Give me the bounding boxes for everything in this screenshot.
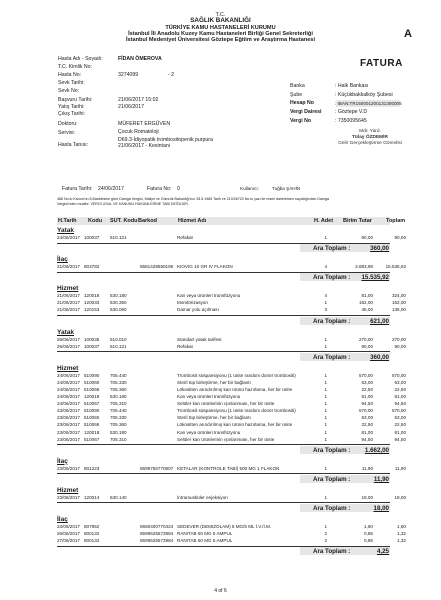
row-service-name: RANITAB 50 MG 5 AMPUL xyxy=(177,531,233,536)
row-unit-price: 63,00 xyxy=(361,379,373,385)
page-letter: A xyxy=(404,28,412,40)
section-title: Yatak xyxy=(57,227,74,234)
row-code: 510066 xyxy=(84,386,100,392)
table-row xyxy=(57,264,406,271)
row-quantity: 2 xyxy=(324,538,327,544)
row-total: 81,00 xyxy=(394,429,406,435)
page-number: 4 of 6 xyxy=(214,588,227,594)
row-total: 18,00 xyxy=(394,494,406,500)
row-quantity: 1 xyxy=(324,523,327,529)
row-sut: 530.180 xyxy=(110,293,127,299)
row-date: 23/06/2017 xyxy=(57,465,80,471)
row-unit-price: 45,00 xyxy=(361,307,373,313)
diagnosis-value: D69.3-İdiyopatik trombositopenik purpura xyxy=(118,137,213,143)
table-row xyxy=(57,538,406,545)
protocol-suffix: - 2 xyxy=(168,72,175,78)
row-code: 807952 xyxy=(84,523,100,529)
tax-no-value: : 7350095645 xyxy=(335,118,367,124)
row-quantity: 4 xyxy=(324,264,327,270)
row-code: 510090 xyxy=(84,408,100,414)
table-row xyxy=(57,465,406,473)
row-total: 1,32 xyxy=(397,531,406,536)
row-quantity: 1 xyxy=(324,336,327,342)
row-code: 120018 xyxy=(84,293,100,299)
column-header-bar xyxy=(57,217,390,225)
row-total: 270,00 xyxy=(391,336,406,342)
row-quantity: 1 xyxy=(324,429,327,435)
section-title: İlaç xyxy=(57,457,68,465)
row-date: 24/06/2017 xyxy=(57,386,80,392)
service-value: Çocuk Romatoloji xyxy=(118,129,159,135)
subtotal-value: 18,00 xyxy=(373,504,389,512)
row-barcode: 8699525573984 xyxy=(140,538,174,544)
protocol-value: 3274099 xyxy=(118,72,139,78)
col-service-name: Hizmet Adı xyxy=(178,218,207,224)
subtotal-value: 4,25 xyxy=(376,548,389,556)
tax-no-label: Vergi No xyxy=(290,118,312,124)
table-row xyxy=(57,523,406,531)
subtotal-value: 1.662,00 xyxy=(364,446,389,454)
row-quantity: 1 xyxy=(324,401,327,407)
row-quantity: 1 xyxy=(324,343,327,349)
row-code: 510067 xyxy=(84,436,100,442)
sevk-date-label: Sevk Tarihi: xyxy=(58,80,85,86)
row-sut: 705.330 xyxy=(110,415,127,421)
subtotal-label: Ara Toplam : xyxy=(313,317,351,325)
row-total: 22,50 xyxy=(394,386,406,392)
row-date: 21/06/2017 xyxy=(57,264,80,270)
row-sut: 510.121 xyxy=(110,343,127,349)
row-sut: 705.330 xyxy=(110,379,127,385)
row-date: 24/06/2017 xyxy=(57,394,80,399)
row-code: 510060 xyxy=(84,379,100,385)
row-date: 23/06/2017 xyxy=(57,494,80,500)
invoice-date-label: Fatura Tarihi: xyxy=(62,186,93,192)
row-total: 90,00 xyxy=(394,235,406,240)
row-code: 120018 xyxy=(84,429,100,435)
row-code: 100037 xyxy=(84,343,100,349)
row-quantity: 1 xyxy=(324,300,327,306)
table-row xyxy=(57,415,406,422)
row-date: 23/06/2017 xyxy=(57,422,80,428)
row-code: 800132 xyxy=(84,531,100,536)
row-unit-price: 81,00 xyxy=(361,293,373,299)
table-row xyxy=(57,372,406,380)
row-quantity: 1 xyxy=(324,386,327,392)
row-date: 23/06/2017 xyxy=(57,523,80,529)
discharge-date-label: Çıkış Tarihi: xyxy=(58,111,85,117)
row-quantity: 1 xyxy=(324,372,327,378)
application-date-value: 21/06/2017 15:02 xyxy=(118,97,159,103)
row-unit-price: 0,86 xyxy=(364,531,373,536)
row-service-name: Lökositten arındırılmış kan ürünü hazırlama, her bir ünite xyxy=(177,422,293,428)
table-row xyxy=(57,300,406,307)
row-unit-price: 63,00 xyxy=(361,415,373,421)
bank-label: Banka xyxy=(290,83,305,89)
section-title: Hizmet xyxy=(57,364,79,372)
section-title: İlaç xyxy=(57,515,68,523)
row-total: 11,90 xyxy=(394,465,406,471)
table-row xyxy=(57,494,406,502)
subtotal-label: Ara Toplam : xyxy=(313,353,351,361)
row-total: 1,32 xyxy=(397,538,406,544)
section-title: İlaç xyxy=(57,256,68,264)
patient-name-label: Hasta Adı - Soyadı: xyxy=(58,56,103,62)
row-code: 510060 xyxy=(84,415,100,421)
row-date: 23/06/2017 xyxy=(57,436,80,442)
row-sut: 705.440 xyxy=(110,372,127,378)
row-quantity: 1 xyxy=(324,415,327,421)
row-code: 120018 xyxy=(84,394,100,399)
row-total: 94,50 xyxy=(394,436,406,442)
row-sut: 530.060 xyxy=(110,307,127,313)
row-sut: 510.121 xyxy=(110,235,127,240)
subtotal-value: 11,90 xyxy=(373,475,389,483)
table-row xyxy=(57,336,406,344)
tc-label: T.C. Kimlik No: xyxy=(58,64,93,70)
row-sut: 705.440 xyxy=(110,408,127,414)
row-date: 24/06/2017 xyxy=(57,235,80,240)
row-barcode: 8699525573984 xyxy=(140,531,174,536)
subtotal-label: Ara Toplam : xyxy=(313,548,351,556)
row-total: 94,50 xyxy=(394,401,406,407)
admission-date-label: Yatış Tarihi: xyxy=(58,104,85,110)
row-service-name: SEDEVER (DEMIZOLAM) 5 MG/5 ML İ.V./İ.M. xyxy=(177,523,272,529)
row-unit-price: 90,00 xyxy=(361,343,373,349)
row-quantity: 1 xyxy=(324,494,327,500)
document-title: FATURA xyxy=(360,58,403,69)
header-tc: T.C. xyxy=(215,12,226,18)
row-quantity: 1 xyxy=(324,394,327,399)
row-code: 100037 xyxy=(84,235,100,240)
header-union: İstanbul İli Anadolu Kuzey Kamu Hastaneleri Birliği Genel Sekreterliği xyxy=(128,31,313,37)
application-date-label: Başvuru Tarihi: xyxy=(58,97,93,103)
row-unit-price: 162,00 xyxy=(358,300,373,306)
row-date: 26/06/2017 xyxy=(57,343,80,349)
col-sut: SUT. Kodu xyxy=(110,218,138,224)
invoice-no-label: Fatura No: xyxy=(147,186,172,192)
branch-value: : Küçükbakkalköy Şubesi xyxy=(335,92,393,98)
row-service-name: Selüler kan ürünlerinin ışınlanması, her bir ünite xyxy=(177,401,275,407)
row-sut: 705.310 xyxy=(110,401,127,407)
row-unit-price: 1,60 xyxy=(364,523,373,529)
row-quantity: 1 xyxy=(324,436,327,442)
table-row xyxy=(57,394,406,401)
legal-note-1: 488 No.lu Kanun'un 8.Maddesine göre Damga Vergisi, Maliye ve Gümrük Bakanlığı'nın 28.5.1985 Tarih ve 210/26720 No.lu yazı ile resmi dairelerden sayıldığından Damga xyxy=(57,197,329,201)
invoice-no-value: 0 xyxy=(177,186,180,192)
row-total: 570,00 xyxy=(391,408,406,414)
row-quantity: 1 xyxy=(324,379,327,385)
header-ministry: SAĞLIK BAKANLIĞI xyxy=(190,17,251,24)
row-code: 801223 xyxy=(84,465,100,471)
row-date: 24/06/2017 xyxy=(57,372,80,378)
doctor-label: Doktoru: xyxy=(58,121,78,127)
subtotal-label: Ara Toplam : xyxy=(313,274,351,282)
row-total: 570,00 xyxy=(391,372,406,378)
table-row xyxy=(57,386,406,394)
account-value: : IBAN:TR150001200131300005 xyxy=(335,101,402,106)
col-barcode: Barkod xyxy=(138,218,157,224)
row-service-name: Kan veya ürünleri transfüzyonu xyxy=(177,394,241,399)
user-value: Tuğba ŞAHİN xyxy=(272,186,301,191)
row-barcode: 8699756770807 xyxy=(140,465,174,471)
section-title: Yatak xyxy=(57,328,74,336)
tax-office-label: Vergi Dairesi xyxy=(290,109,322,115)
legal-note-2: Vergisi'nden muaftır. VERGİ USUL VE KANUNU HÜKÜMLERİNE TABİ DEĞİLDİR. xyxy=(57,202,189,206)
row-date: 24/06/2017 xyxy=(57,401,80,407)
col-unit-price: Birim Tutar xyxy=(343,218,372,224)
row-service-name: Kan veya ürünleri transfüzyonu xyxy=(177,293,241,299)
row-quantity: 1 xyxy=(324,465,327,471)
row-date: 21/06/2017 xyxy=(57,300,80,306)
patient-name-value: FİDAN ÖMEROVA xyxy=(118,56,162,62)
row-date: 21/06/2017 xyxy=(57,293,80,299)
table-row xyxy=(57,422,406,429)
row-code: 120153 xyxy=(84,307,100,313)
row-sut: 705.360 xyxy=(110,386,127,392)
row-service-name: Monitörizasyon xyxy=(177,300,208,306)
row-unit-price: 0,86 xyxy=(364,538,373,544)
user-label: Kullanıcı: xyxy=(240,186,259,191)
col-date: H.Tarih xyxy=(58,218,77,224)
table-row xyxy=(57,235,406,242)
row-service-name: Steril tüp birleştirme, her bir bağlantı xyxy=(177,415,251,421)
row-total: 135,00 xyxy=(391,307,406,313)
row-unit-price: 270,00 xyxy=(358,336,373,342)
subtotal-value: 15.535,92 xyxy=(361,274,389,282)
row-code: 803782 xyxy=(84,264,100,270)
subtotal-label: Ara Toplam : xyxy=(313,504,351,512)
invoice-date-value: 24/06/2017 xyxy=(98,186,124,192)
row-service-name: Trombosit süspansiyonu (1 ünite random donör trombositi) xyxy=(177,372,296,378)
diagnosis-label: Hasta Tanısı: xyxy=(58,142,89,148)
table-row xyxy=(57,408,406,415)
row-date: 23/06/2017 xyxy=(57,415,80,421)
row-unit-price: 22,50 xyxy=(361,386,373,392)
row-quantity: 1 xyxy=(324,408,327,414)
table-row xyxy=(57,307,406,314)
row-date: 24/06/2017 xyxy=(57,379,80,385)
row-barcode: 8680400770424 xyxy=(140,523,174,529)
bank-value: : Halk Bankası xyxy=(335,83,369,89)
row-service-name: RANITAB 50 MG 5 AMPUL xyxy=(177,538,233,544)
row-quantity: 1 xyxy=(324,235,327,240)
row-sut: 510.010 xyxy=(110,336,127,342)
table-row xyxy=(57,401,406,408)
subtotal-label: Ara Toplam : xyxy=(313,475,351,483)
row-date: 27/06/2017 xyxy=(57,538,80,544)
row-quantity: 4 xyxy=(324,293,327,299)
row-total: 324,00 xyxy=(391,293,406,299)
header-institution: TÜRKİYE KAMU HASTANELERİ KURUMU xyxy=(165,25,276,31)
row-total: 63,00 xyxy=(394,415,406,421)
row-service-name: KIOVIG 10 GR IV FLAKON xyxy=(177,264,233,270)
row-total: 22,50 xyxy=(394,422,406,428)
row-sut: 530.350 xyxy=(110,300,127,306)
table-row xyxy=(57,293,406,300)
row-service-name: Steril tüp birleştirme, her bir bağlantı xyxy=(177,379,251,385)
table-row xyxy=(57,436,406,444)
row-sut: 705.360 xyxy=(110,422,127,428)
row-service-name: Damar yolu açılması xyxy=(177,307,219,313)
row-total: 15.535,92 xyxy=(385,264,406,270)
col-quantity: H. Adet xyxy=(314,218,334,224)
row-service-name: Kan veya ürünleri transfüzyonu xyxy=(177,429,241,435)
row-sut: 530.140 xyxy=(110,494,127,500)
service-label: Servisi: xyxy=(58,130,76,136)
protocol-label: Hasta No: xyxy=(58,72,82,78)
row-total: 90,00 xyxy=(394,343,406,349)
branch-label: Şube xyxy=(290,92,303,98)
tax-office-value: : Göztepe V.D xyxy=(335,109,368,115)
col-total: Toplam xyxy=(386,218,406,224)
section-title: Hizmet xyxy=(57,285,79,293)
row-unit-price: 94,50 xyxy=(361,436,373,442)
row-code: 120014 xyxy=(84,494,100,500)
row-total: 162,00 xyxy=(391,300,406,306)
row-sut: 530.180 xyxy=(110,394,127,399)
row-unit-price: 90,00 xyxy=(361,235,373,240)
row-code: 100036 xyxy=(84,336,100,342)
row-total: 63,00 xyxy=(394,379,406,385)
row-code: 800132 xyxy=(84,538,100,544)
subtotal-value: 621,00 xyxy=(370,317,389,325)
row-service-name: Refakat xyxy=(177,235,193,240)
row-barcode: 8681429550196 xyxy=(140,264,174,270)
row-unit-price: 11,90 xyxy=(361,465,373,471)
subtotal-value: 360,00 xyxy=(370,353,389,361)
section-title: Hizmet xyxy=(57,486,79,494)
row-date: 26/06/2017 xyxy=(57,531,80,536)
row-unit-price: 22,50 xyxy=(361,422,373,428)
row-total: 81,00 xyxy=(394,394,406,399)
row-code: 510090 xyxy=(84,372,100,378)
row-date: 21/06/2017 xyxy=(57,307,80,313)
row-date: 26/06/2017 xyxy=(57,336,80,342)
diagnosis-date: 21/06/2017 - Kesintani xyxy=(118,143,170,149)
col-code: Kodu xyxy=(88,218,103,224)
row-unit-price: 570,00 xyxy=(358,372,373,378)
doctor-value: MÜFERET ERGÜVEN xyxy=(118,121,171,127)
row-service-name: İntramusküler enjeksiyon xyxy=(177,494,228,500)
table-row xyxy=(57,379,406,387)
header-hospital: İstanbul Medeniyet Üniversitesi Göztepe Eğitim ve Araştırma Hastanesi xyxy=(125,37,316,43)
row-quantity: 3 xyxy=(324,307,327,313)
row-service-name: Trombosit süspansiyonu (1 ünite random donör trombositi) xyxy=(177,408,296,414)
row-unit-price: 18,00 xyxy=(361,494,373,500)
signature-name: Tülay ÖZDEMİR xyxy=(352,135,388,140)
row-code: 510066 xyxy=(84,422,100,428)
row-unit-price: 94,50 xyxy=(361,401,373,407)
signature-role: Gelir Gerçekleştirme Görevlisi xyxy=(338,141,402,146)
subtotal-value: 360,00 xyxy=(370,245,389,253)
row-service-name: Selüler kan ürünlerinin ışınlanması, her bir ünite xyxy=(177,436,275,442)
row-service-name: Refakat xyxy=(177,343,193,349)
table-row xyxy=(57,429,406,437)
row-code: 510067 xyxy=(84,401,100,407)
sevk-no-label: Sevk No: xyxy=(58,88,80,94)
row-total: 1,60 xyxy=(397,523,406,529)
table-row xyxy=(57,531,406,538)
table-row xyxy=(57,343,406,351)
row-service-name: KETALAR (KONTROLE TABİ) 500 MG 1 FLAKON xyxy=(177,465,280,471)
row-unit-price: 81,00 xyxy=(361,394,373,399)
row-unit-price: 3.883,98 xyxy=(355,264,373,270)
row-date: 23/06/2017 xyxy=(57,429,80,435)
row-service-name: Standart yatak tarifesi xyxy=(177,336,222,342)
row-code: 120033 xyxy=(84,300,100,306)
row-service-name: Lökositten arındırılmış kan ürünü hazırlama, her bir ünite xyxy=(177,386,293,392)
subtotal-label: Ara Toplam : xyxy=(313,446,351,454)
subtotal-label: Ara Toplam : xyxy=(313,245,351,253)
row-unit-price: 570,00 xyxy=(358,408,373,414)
row-sut: 530.180 xyxy=(110,429,127,435)
row-quantity: 1 xyxy=(324,422,327,428)
row-unit-price: 81,00 xyxy=(361,429,373,435)
row-quantity: 2 xyxy=(324,531,327,536)
signature-title: Mdr. Yard. xyxy=(359,129,381,134)
row-date: 23/06/2017 xyxy=(57,408,80,414)
row-sut: 705.310 xyxy=(110,436,127,442)
admission-date-value: 21/06/2017 xyxy=(118,104,144,110)
account-label: Hesap No xyxy=(290,100,314,106)
